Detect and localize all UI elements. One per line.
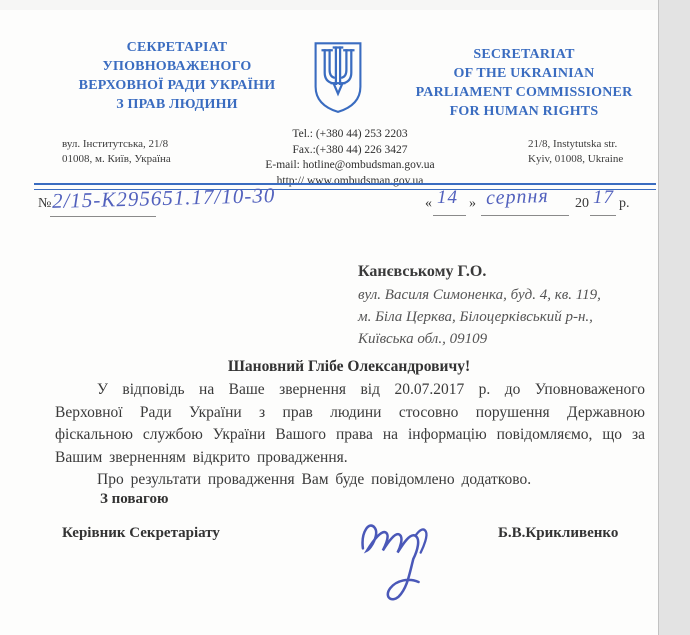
address-ua-line: вул. Інститутська, 21/8 <box>62 138 169 150</box>
signer-name: Б.В.Крикливенко <box>498 525 619 541</box>
date-month-underline <box>481 215 569 216</box>
body-paragraph: У відповідь на Ваше звернення від 20.07.2017 р. до Уповноваженого Верховної Ради України з прав людини стосовно порушення Державною фіскальною службою України Вашого права на інформацію повідомляємо, що за Вашим зверненням відкрито провадження. <box>55 381 645 466</box>
org-en-line: PARLIAMENT COMMISSIONER <box>415 85 633 100</box>
closing-phrase: З повагою <box>100 491 169 507</box>
letter-body <box>55 379 645 492</box>
body-paragraph: Про результати провадження Вам буде повідомлено додатково. <box>97 471 532 488</box>
address-ua-line: 01008, м. Київ, Україна <box>62 153 171 165</box>
org-ua-line: З ПРАВ ЛЮДИНИ <box>116 97 238 112</box>
recipient-block <box>358 263 638 350</box>
scan-right-edge <box>658 0 690 635</box>
ref-number-underline <box>50 216 156 217</box>
date-year-handwritten: 17 <box>593 187 614 208</box>
date-day-underline <box>433 215 466 216</box>
recipient-address-line: Київська обл., 09109 <box>358 331 488 347</box>
org-ua-line: УПОВНОВАЖЕНОГО <box>102 59 252 74</box>
date-year-underline <box>590 215 616 216</box>
org-en-line: FOR HUMAN RIGHTS <box>449 104 599 119</box>
scan-top-edge <box>0 0 658 10</box>
date-close-quote: » <box>469 196 476 211</box>
salutation: Шановний Глібе Олександровичу! <box>227 358 471 375</box>
date-year-printed: 20 <box>575 196 589 211</box>
phone-line: Tel.: (+380 44) 253 2203 <box>292 128 408 140</box>
date-day-handwritten: 14 <box>437 187 458 208</box>
ref-number-prefix: № <box>38 196 52 211</box>
org-name-ukrainian <box>66 38 288 114</box>
ukraine-trident-emblem-icon <box>310 40 366 118</box>
recipient-address-line: м. Біла Церква, Білоцерківський р-н., <box>358 309 593 325</box>
address-english <box>528 137 623 167</box>
date-year-suffix: р. <box>619 196 630 211</box>
handwritten-signature <box>348 498 466 603</box>
signer-position: Керівник Секретаріату <box>62 525 220 541</box>
org-en-line: SECRETARIAT <box>473 47 575 62</box>
fax-line: Fax.:(+380 44) 226 3427 <box>292 143 408 156</box>
email-line: E-mail: hotline@ombudsman.gov.ua <box>265 159 435 171</box>
org-en-line: OF THE UKRAINIAN <box>453 66 595 81</box>
org-ua-line: СЕКРЕТАРІАТ <box>126 40 228 55</box>
contact-block <box>225 127 475 189</box>
date-month-handwritten: серпня <box>485 184 550 210</box>
org-ua-line: ВЕРХОВНОЇ РАДИ УКРАЇНИ <box>78 78 276 93</box>
website-line: http:// www.ombudsman.gov.ua <box>276 174 424 187</box>
ref-number-handwritten: 2/15-К295651.17/10-30 <box>51 183 276 213</box>
org-name-english <box>404 45 644 121</box>
address-ukrainian <box>62 137 171 167</box>
recipient-name: Канєвському Г.О. <box>358 263 487 280</box>
recipient-address-line: вул. Василя Симоненка, буд. 4, кв. 119, <box>358 287 601 303</box>
date-open-quote: « <box>425 196 432 211</box>
address-en-line: 21/8, Instytutska str. <box>528 138 618 150</box>
address-en-line: Kyiv, 01008, Ukraine <box>528 153 624 165</box>
